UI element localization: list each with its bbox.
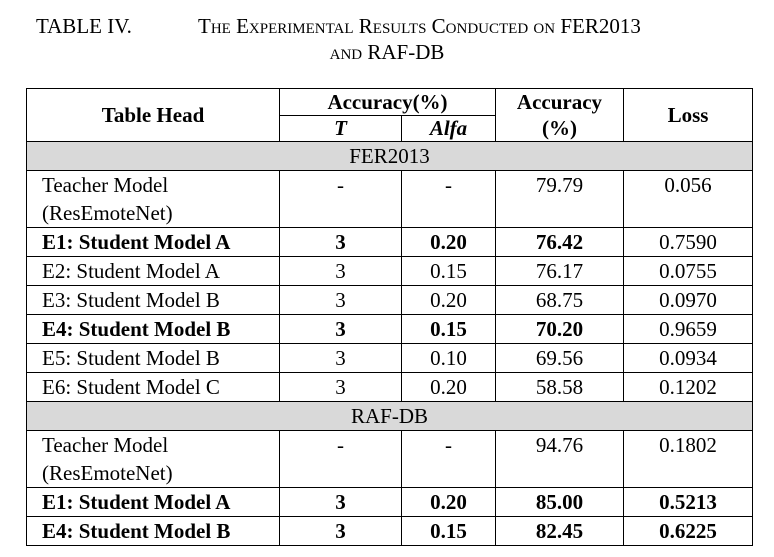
cell-loss: 0.0970 bbox=[624, 286, 753, 315]
cell-alfa: 0.15 bbox=[402, 517, 496, 546]
cell-loss: 0.0934 bbox=[624, 344, 753, 373]
header-table-head: Table Head bbox=[27, 89, 280, 142]
header-accuracy-line1: Accuracy bbox=[516, 90, 603, 114]
table-caption bbox=[0, 14, 774, 65]
cell-model-name bbox=[27, 286, 280, 315]
cell-alfa: 0.20 bbox=[402, 286, 496, 315]
model-name-line1: Teacher Model bbox=[42, 433, 169, 457]
table-row bbox=[27, 257, 753, 286]
cell-model-name bbox=[27, 431, 280, 488]
cell-loss: 0.1202 bbox=[624, 373, 753, 402]
caption-title-line2: and RAF-DB bbox=[329, 40, 445, 64]
table-row bbox=[27, 315, 753, 344]
cell-t: 3 bbox=[280, 344, 402, 373]
cell-t: 3 bbox=[280, 488, 402, 517]
section-title: RAF-DB bbox=[27, 402, 753, 431]
table-row bbox=[27, 431, 753, 488]
cell-alfa: 0.20 bbox=[402, 228, 496, 257]
cell-accuracy: 58.58 bbox=[496, 373, 624, 402]
section-row bbox=[27, 142, 753, 171]
cell-alfa: 0.10 bbox=[402, 344, 496, 373]
cell-accuracy: 79.79 bbox=[496, 171, 624, 228]
results-table bbox=[26, 88, 753, 546]
model-name-line1: Teacher Model bbox=[42, 173, 169, 197]
model-name-line2: (ResEmoteNet) bbox=[42, 461, 173, 485]
model-name-line1: E5: Student Model B bbox=[42, 346, 220, 370]
cell-loss: 0.6225 bbox=[624, 517, 753, 546]
cell-model-name bbox=[27, 315, 280, 344]
cell-loss: 0.5213 bbox=[624, 488, 753, 517]
model-name-line1: E3: Student Model B bbox=[42, 288, 220, 312]
cell-accuracy: 76.42 bbox=[496, 228, 624, 257]
model-name-line1: E6: Student Model C bbox=[42, 375, 220, 399]
header-t: T bbox=[280, 116, 402, 142]
cell-alfa: 0.15 bbox=[402, 257, 496, 286]
table-row bbox=[27, 228, 753, 257]
model-name-line1: E4: Student Model B bbox=[42, 519, 231, 543]
cell-model-name bbox=[27, 171, 280, 228]
cell-t: 3 bbox=[280, 517, 402, 546]
header-accuracy-line2: (%) bbox=[542, 116, 577, 140]
table-row bbox=[27, 286, 753, 315]
model-name-line1: E2: Student Model A bbox=[42, 259, 220, 283]
cell-t: - bbox=[280, 171, 402, 228]
table-row bbox=[27, 373, 753, 402]
cell-model-name bbox=[27, 344, 280, 373]
cell-alfa: 0.15 bbox=[402, 315, 496, 344]
cell-accuracy: 85.00 bbox=[496, 488, 624, 517]
model-name-line1: E1: Student Model A bbox=[42, 230, 231, 254]
cell-model-name bbox=[27, 228, 280, 257]
cell-alfa: 0.20 bbox=[402, 488, 496, 517]
cell-accuracy: 94.76 bbox=[496, 431, 624, 488]
cell-loss: 0.0755 bbox=[624, 257, 753, 286]
table-row bbox=[27, 171, 753, 228]
cell-alfa: 0.20 bbox=[402, 373, 496, 402]
cell-accuracy: 70.20 bbox=[496, 315, 624, 344]
cell-t: 3 bbox=[280, 373, 402, 402]
cell-loss: 0.1802 bbox=[624, 431, 753, 488]
cell-accuracy: 68.75 bbox=[496, 286, 624, 315]
section-row bbox=[27, 402, 753, 431]
caption-label: TABLE IV. bbox=[36, 14, 132, 38]
model-name-line1: E1: Student Model A bbox=[42, 490, 231, 514]
table-row bbox=[27, 517, 753, 546]
caption-title-line1: The Experimental Results Conducted on FER2013 bbox=[198, 14, 641, 38]
cell-loss: 0.7590 bbox=[624, 228, 753, 257]
table-row bbox=[27, 344, 753, 373]
header-accuracy-group: Accuracy(%) bbox=[280, 89, 496, 116]
model-name-line1: E4: Student Model B bbox=[42, 317, 231, 341]
cell-loss: 0.056 bbox=[624, 171, 753, 228]
header-row bbox=[27, 89, 753, 116]
cell-t: 3 bbox=[280, 286, 402, 315]
model-name-line2: (ResEmoteNet) bbox=[42, 201, 173, 225]
cell-model-name bbox=[27, 373, 280, 402]
cell-loss: 0.9659 bbox=[624, 315, 753, 344]
header-alfa: Alfa bbox=[402, 116, 496, 142]
cell-t: 3 bbox=[280, 228, 402, 257]
cell-accuracy: 76.17 bbox=[496, 257, 624, 286]
cell-t: 3 bbox=[280, 315, 402, 344]
section-title: FER2013 bbox=[27, 142, 753, 171]
cell-accuracy: 82.45 bbox=[496, 517, 624, 546]
cell-model-name bbox=[27, 488, 280, 517]
cell-model-name bbox=[27, 257, 280, 286]
header-loss: Loss bbox=[624, 89, 753, 142]
table-body bbox=[27, 89, 753, 546]
cell-alfa: - bbox=[402, 171, 496, 228]
cell-accuracy: 69.56 bbox=[496, 344, 624, 373]
cell-t: 3 bbox=[280, 257, 402, 286]
cell-model-name bbox=[27, 517, 280, 546]
table-row bbox=[27, 488, 753, 517]
cell-alfa: - bbox=[402, 431, 496, 488]
header-accuracy bbox=[496, 89, 624, 142]
cell-t: - bbox=[280, 431, 402, 488]
